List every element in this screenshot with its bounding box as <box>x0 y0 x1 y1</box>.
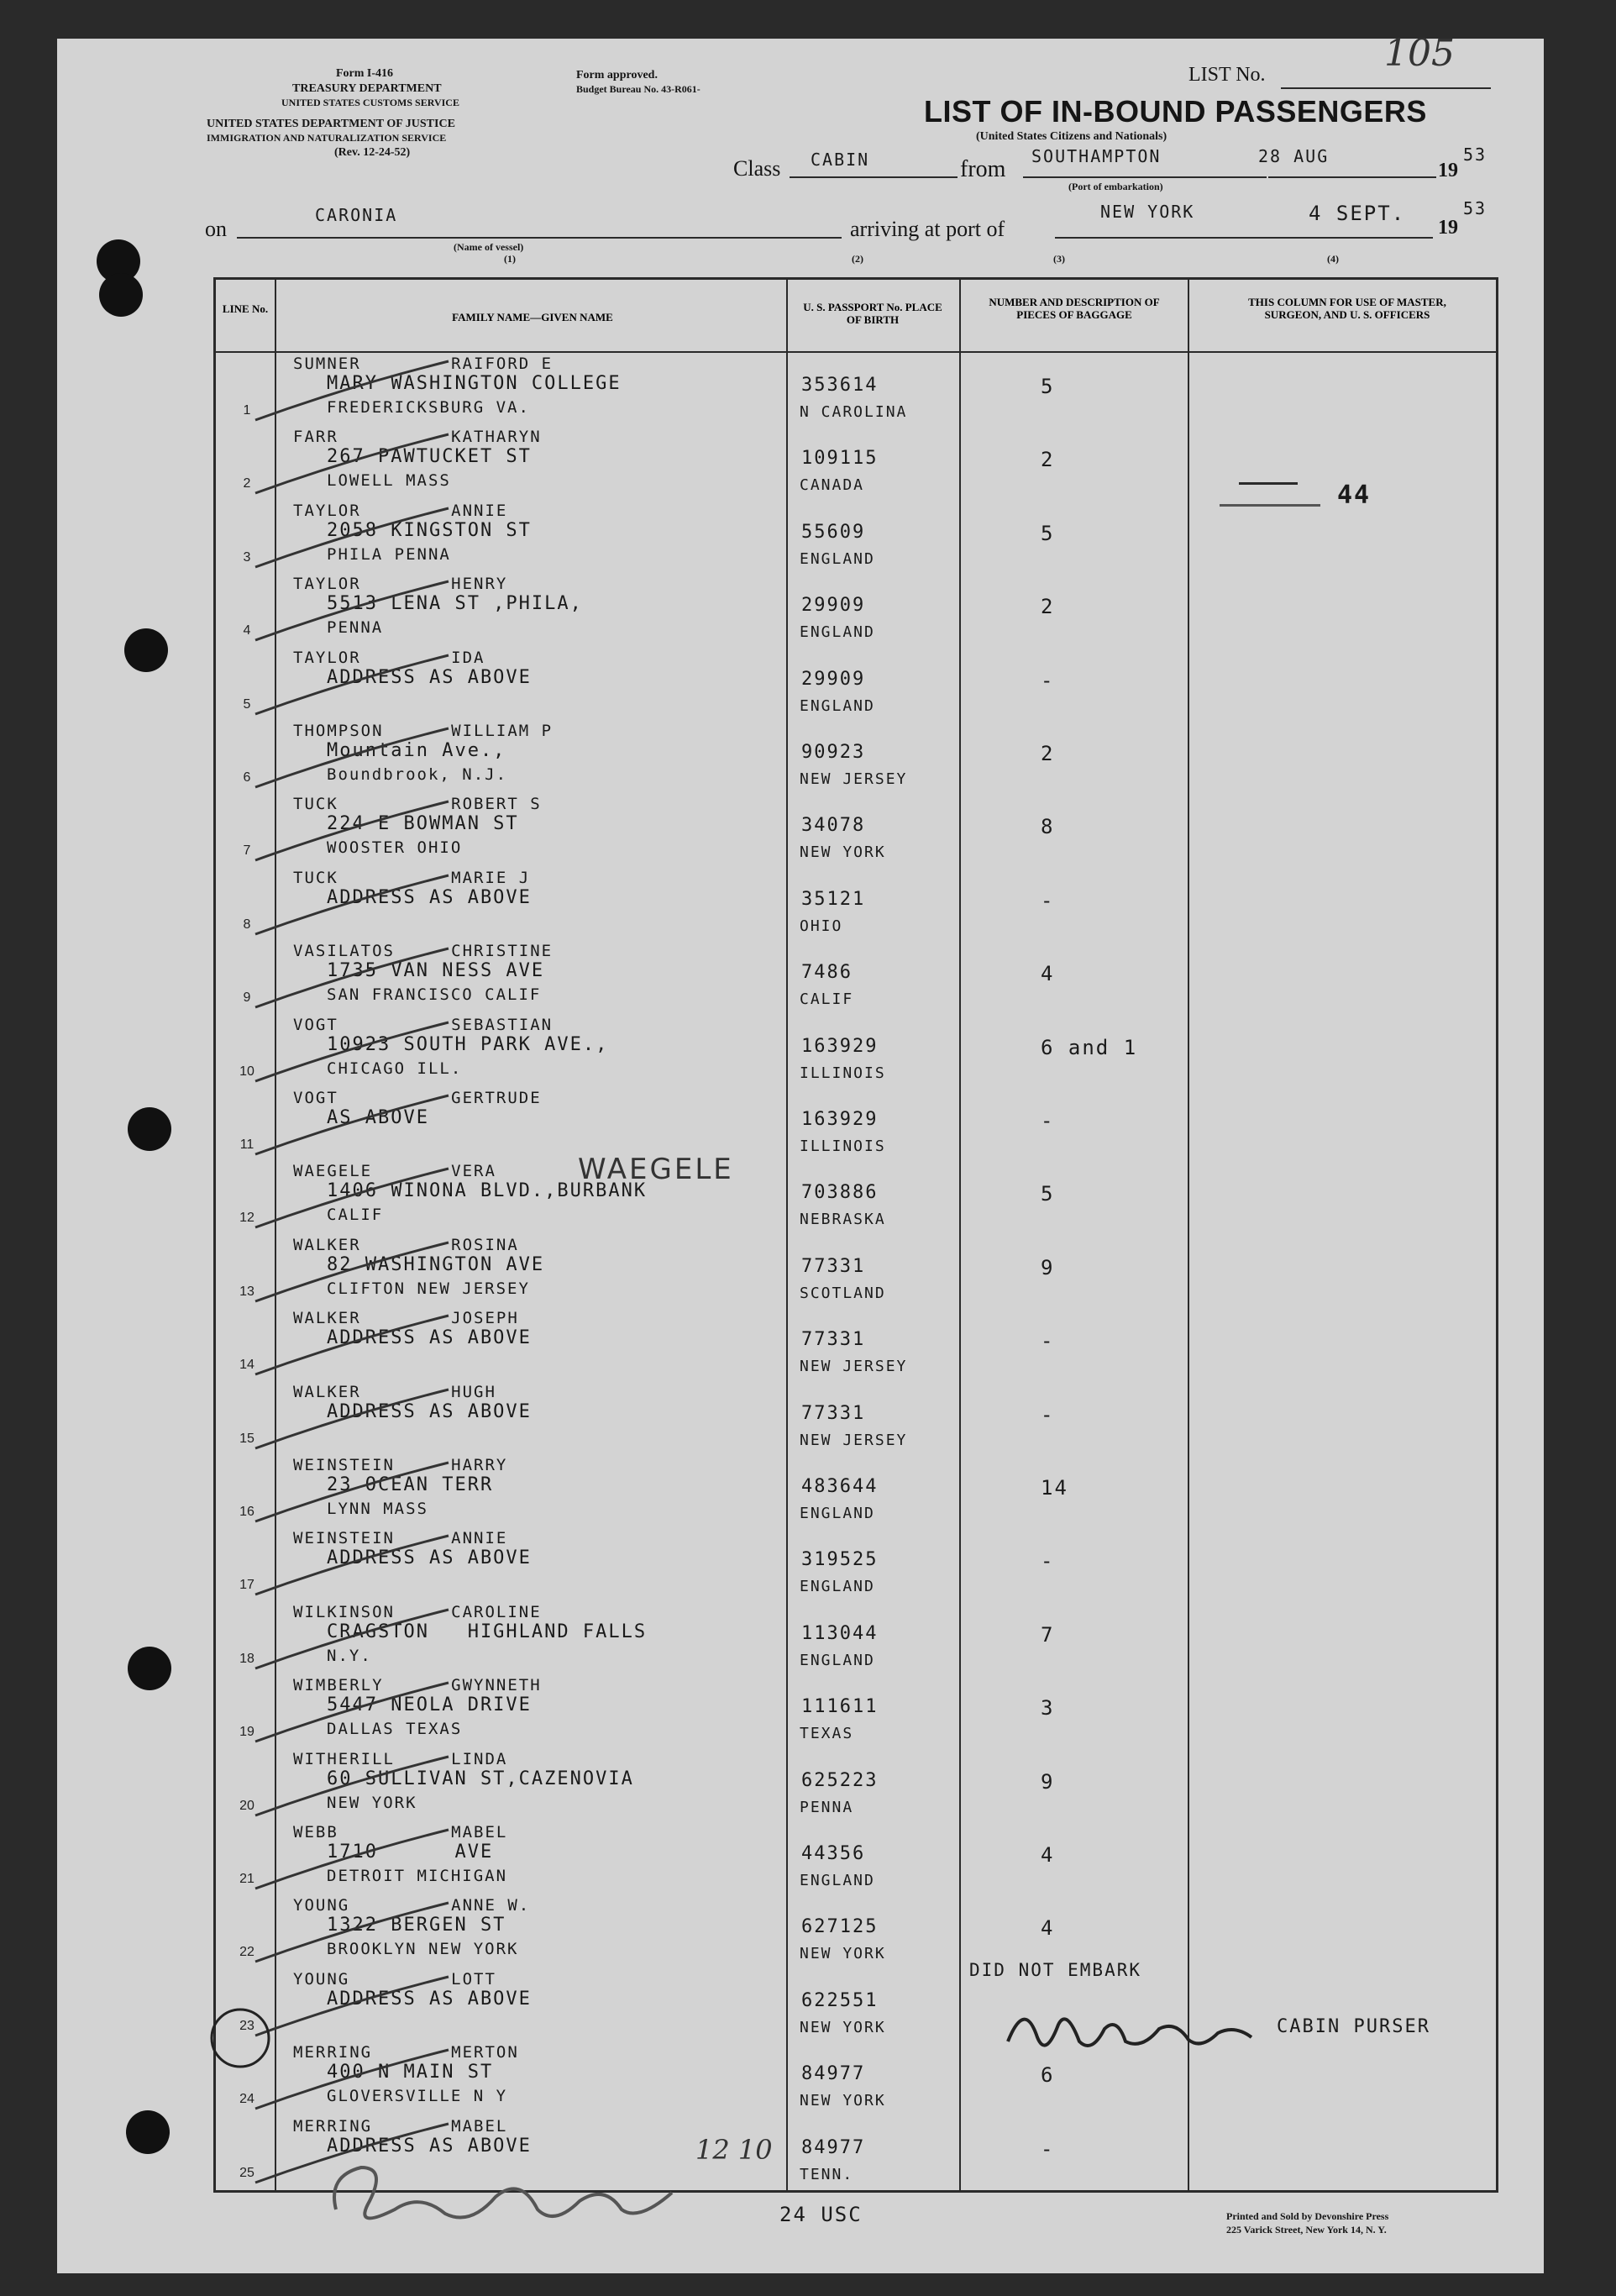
list-no-line <box>1281 87 1491 89</box>
depart-year: 53 <box>1463 144 1487 165</box>
passport-number: 109115 <box>801 448 879 470</box>
handwritten-waegele: WAEGELE <box>578 1153 734 1186</box>
place-of-birth: ENGLAND <box>800 1872 875 1889</box>
address-line-1: CRAGSTON HIGHLAND FALLS <box>327 1621 648 1642</box>
passenger-name: WEINSTEIN HARRY <box>293 1456 508 1474</box>
passport-number: 7486 <box>801 962 853 984</box>
arrive-year: 53 <box>1463 198 1487 218</box>
table-row <box>213 1748 1498 1821</box>
check-mark <box>247 940 465 1016</box>
check-mark <box>247 867 465 943</box>
passenger-name: VOGT SEBASTIAN <box>293 1015 554 1034</box>
from-label: from <box>960 156 1006 182</box>
address-line-1: 267 PAWTUCKET ST <box>327 446 532 468</box>
place-of-birth: PENNA <box>800 1798 854 1816</box>
table-row <box>213 1527 1498 1600</box>
passenger-name: FARR KATHARYN <box>293 428 542 447</box>
address-line-1: ADDRESS AS ABOVE <box>327 1988 532 2010</box>
vessel-caption: (Name of vessel) <box>454 241 524 253</box>
address-line-2: SAN FRANCISCO CALIF <box>327 985 542 1005</box>
address-line-1: 23 OCEAN TERR <box>327 1474 494 1495</box>
place-of-birth: ILLINOIS <box>800 1064 886 1082</box>
check-mark <box>247 2041 465 2117</box>
passenger-name: WILKINSON CAROLINE <box>293 1602 542 1621</box>
baggage-count: - <box>1041 1109 1055 1132</box>
passport-number: 163929 <box>801 1035 879 1057</box>
justice-dept: UNITED STATES DEPARTMENT OF JUSTICE <box>207 118 455 130</box>
line-number: 2 <box>243 476 251 491</box>
usc-stamp: 24 USC <box>779 2203 863 2226</box>
line-number: 6 <box>243 770 251 785</box>
arrive-date: 4 SEPT. <box>1309 202 1406 225</box>
address-line-2: CLIFTON NEW JERSEY <box>327 1279 530 1298</box>
place-of-birth: OHIO <box>800 917 843 935</box>
col-officers: THIS COLUMN FOR USE OF MASTER, SURGEON, AND U. S. OFFICERS <box>1248 296 1446 321</box>
place-of-birth: N CAROLINA <box>800 403 908 421</box>
table-row <box>213 793 1498 866</box>
table-row <box>213 1674 1498 1747</box>
from-line <box>1023 176 1267 178</box>
line-number: 24 <box>239 2092 254 2107</box>
passport-number: 622551 <box>801 1989 879 2011</box>
passport-number: 29909 <box>801 668 866 690</box>
passenger-name: TAYLOR ANNIE <box>293 501 508 520</box>
table-row <box>213 573 1498 646</box>
col1-number: (1) <box>504 253 516 265</box>
check-mark <box>247 1014 465 1090</box>
baggage-count: 9 <box>1041 1769 1055 1794</box>
passenger-name: WALKER JOSEPH <box>293 1309 519 1328</box>
form-approved: Form approved. <box>576 69 658 81</box>
line-number: 3 <box>243 549 251 565</box>
treasury-dept: TREASURY DEPARTMENT <box>292 82 442 95</box>
line-number: 9 <box>243 990 251 1006</box>
line-number: 22 <box>239 1945 254 1960</box>
address-line-1: 1406 WINONA BLVD.,BURBANK <box>327 1180 648 1202</box>
line-number: 25 <box>239 2165 254 2180</box>
passenger-name: VOGT GERTRUDE <box>293 1089 542 1107</box>
check-mark <box>247 1894 465 1970</box>
passport-number: 113044 <box>801 1622 879 1644</box>
baggage-count: - <box>1041 2136 1055 2161</box>
baggage-count: 6 and 1 <box>1041 1035 1138 1059</box>
baggage-count: 3 <box>1041 1696 1055 1721</box>
place-of-birth: ENGLAND <box>800 1505 875 1522</box>
check-mark <box>247 720 465 796</box>
passport-number: 77331 <box>801 1329 866 1351</box>
document-subtitle: (United States Citizens and Nationals) <box>976 130 1167 143</box>
passport-number: 77331 <box>801 1402 866 1424</box>
address-line-2: NEW YORK <box>327 1793 417 1812</box>
passenger-name: YOUNG LOTT <box>293 1969 496 1989</box>
purser-signature <box>1000 1991 1277 2067</box>
line-number: 17 <box>239 1578 254 1593</box>
punch-hole <box>99 273 143 317</box>
check-mark <box>247 1527 465 1603</box>
address-line-1: 224 E BOWMAN ST <box>327 813 519 835</box>
check-mark <box>247 1087 465 1163</box>
passport-number: 84977 <box>801 2063 866 2085</box>
place-of-birth: NEBRASKA <box>800 1211 886 1229</box>
check-mark <box>247 793 465 869</box>
address-line-2: FREDERICKSBURG VA. <box>327 398 530 417</box>
place-of-birth: ENGLAND <box>800 696 875 715</box>
circled-line-23 <box>207 2004 274 2072</box>
passenger-name: WEINSTEIN ANNIE <box>293 1529 508 1548</box>
passenger-name: WIMBERLY GWYNNETH <box>293 1676 542 1695</box>
address-line-1: 5513 LENA ST ,PHILA, <box>327 593 583 615</box>
check-mark <box>247 1748 465 1824</box>
passport-number: 483644 <box>801 1476 879 1497</box>
officer-mark-dash <box>1220 504 1320 507</box>
place-of-birth: NEW YORK <box>800 843 886 862</box>
address-line-2: LOWELL MASS <box>327 471 451 491</box>
address-line-2: WOOSTER OHIO <box>327 838 463 858</box>
baggage-count: - <box>1041 1549 1055 1574</box>
passport-number: 625223 <box>801 1769 879 1791</box>
col-family-name: FAMILY NAME—GIVEN NAME <box>452 311 613 323</box>
line-number: 15 <box>239 1431 254 1446</box>
baggage-count: - <box>1041 668 1055 692</box>
address-line-1: ADDRESS AS ABOVE <box>327 886 532 908</box>
printer-line-1: Printed and Sold by Devonshire Press <box>1226 2210 1389 2222</box>
baggage-count: 14 <box>1041 1476 1068 1500</box>
baggage-count: 8 <box>1041 815 1055 839</box>
place-of-birth: ENGLAND <box>800 549 875 568</box>
baggage-count: 9 <box>1041 1255 1055 1279</box>
address-line-1: 82 WASHINGTON AVE <box>327 1253 545 1275</box>
passenger-name: WITHERILL LINDA <box>293 1749 508 1768</box>
place-of-birth: NEW JERSEY <box>800 1431 908 1449</box>
check-mark <box>247 1381 465 1457</box>
punch-hole <box>124 628 168 672</box>
address-line-2: DALLAS TEXAS <box>327 1720 463 1739</box>
check-mark <box>247 1234 465 1310</box>
address-line-1: Mountain Ave., <box>327 740 506 761</box>
passport-number: 77331 <box>801 1255 866 1277</box>
baggage-count: 5 <box>1041 521 1055 545</box>
baggage-count: - <box>1041 1402 1055 1426</box>
line-number: 20 <box>239 1798 254 1813</box>
passport-number: 35121 <box>801 888 866 910</box>
line-number: 8 <box>243 917 251 932</box>
address-line-1: ADDRESS AS ABOVE <box>327 1547 532 1569</box>
line-number: 21 <box>239 1872 254 1886</box>
passport-number: 353614 <box>801 375 879 396</box>
check-mark <box>247 1454 465 1530</box>
passport-number: 111611 <box>801 1696 879 1718</box>
place-of-birth: NEW JERSEY <box>800 770 908 788</box>
table-row <box>213 867 1498 940</box>
list-no-label: LIST No. <box>1188 64 1266 86</box>
form-revision: (Rev. 12-24-52) <box>334 146 411 159</box>
place-of-birth: CANADA <box>800 476 865 495</box>
baggage-count: 5 <box>1041 1182 1055 1206</box>
table-row <box>213 940 1498 1013</box>
place-of-birth: ENGLAND <box>800 1578 875 1596</box>
baggage-count: 4 <box>1041 1916 1055 1941</box>
passport-number: 319525 <box>801 1549 879 1571</box>
table-row <box>213 500 1498 573</box>
table-row <box>213 1821 1498 1894</box>
address-line-2: CALIF <box>327 1206 384 1225</box>
line-number: 1 <box>243 403 251 418</box>
table-row <box>213 2041 1498 2115</box>
line-number: 23 <box>239 2018 254 2033</box>
passport-number: 55609 <box>801 521 866 543</box>
address-line-2: BROOKLYN NEW YORK <box>327 1940 519 1959</box>
col4-number: (4) <box>1327 253 1339 265</box>
cabin-purser: CABIN PURSER <box>1277 2016 1430 2037</box>
baggage-count: - <box>1041 888 1055 912</box>
address-line-1: ADDRESS AS ABOVE <box>327 2135 532 2157</box>
col2-number: (2) <box>852 253 863 265</box>
on-label: on <box>205 217 227 241</box>
place-of-birth: CALIF <box>800 990 854 1009</box>
passport-number: 90923 <box>801 742 866 763</box>
place-of-birth: NEW YORK <box>800 2018 886 2036</box>
depart-year-prefix: 19 <box>1438 160 1458 181</box>
class-value: CABIN <box>811 150 870 170</box>
address-line-2: DETROIT MICHIGAN <box>327 1867 508 1885</box>
arrive-year-prefix: 19 <box>1438 217 1458 239</box>
table-row <box>213 1234 1498 1307</box>
line-number: 14 <box>239 1358 254 1373</box>
passport-number: 84977 <box>801 2136 866 2158</box>
place-of-birth: TENN. <box>800 2165 854 2183</box>
check-mark <box>247 1674 465 1750</box>
punch-hole <box>126 2110 170 2154</box>
passenger-name: MERRING MABEL <box>293 2116 508 2136</box>
address-line-2: Boundbrook, N.J. <box>327 765 508 784</box>
address-line-1: MARY WASHINGTON COLLEGE <box>327 373 622 394</box>
line-number: 19 <box>239 1725 254 1740</box>
table-row <box>213 1307 1498 1380</box>
baggage-count: 4 <box>1041 962 1055 986</box>
line-number: 11 <box>239 1137 254 1152</box>
passport-number: 163929 <box>801 1109 879 1130</box>
baggage-count: - <box>1041 1329 1055 1353</box>
place-of-birth: SCOTLAND <box>800 1284 886 1302</box>
line-number: 18 <box>239 1651 254 1666</box>
stamp-date: 12 10 <box>695 2134 773 2166</box>
baggage-count: 2 <box>1041 595 1055 619</box>
officer-mark-dash <box>1239 482 1298 485</box>
table-row <box>213 426 1498 499</box>
passenger-name: TAYLOR IDA <box>293 648 485 667</box>
address-line-1: ADDRESS AS ABOVE <box>327 666 532 688</box>
place-of-birth: NEW JERSEY <box>800 1358 908 1376</box>
address-line-2: PENNA <box>327 618 384 638</box>
passport-number: 703886 <box>801 1182 879 1204</box>
passenger-name: YOUNG ANNE W. <box>293 1896 531 1915</box>
immigration-service: IMMIGRATION AND NATURALIZATION SERVICE <box>207 132 447 144</box>
punch-hole <box>128 1647 171 1690</box>
line-number: 5 <box>243 696 251 712</box>
passport-number: 34078 <box>801 815 866 837</box>
punch-hole <box>128 1107 171 1151</box>
class-label: Class <box>733 156 781 181</box>
passenger-name: THOMPSON WILLIAM P <box>293 722 554 740</box>
place-of-birth: TEXAS <box>800 1725 854 1743</box>
printer-line-2: 225 Varick Street, New York 14, N. Y. <box>1226 2224 1387 2236</box>
table-row <box>213 1601 1498 1674</box>
address-line-2: N.Y. <box>327 1646 372 1665</box>
passenger-name: MERRING MERTON <box>293 2043 519 2062</box>
document-title: LIST OF IN-BOUND PASSENGERS <box>924 94 1427 129</box>
address-line-1: 10923 SOUTH PARK AVE., <box>327 1033 609 1055</box>
table-body <box>213 353 1498 2190</box>
col-line-no: LINE No. <box>222 302 269 315</box>
line-number: 4 <box>243 623 251 638</box>
address-line-1: 1710 AVE <box>327 1842 494 1863</box>
passenger-name: WAEGELE VERA <box>293 1162 496 1181</box>
line-number: 12 <box>239 1211 254 1226</box>
check-mark <box>247 1160 465 1236</box>
baggage-count: 4 <box>1041 1843 1055 1867</box>
passenger-name: TAYLOR HENRY <box>293 575 508 594</box>
address-line-1: 2058 KINGSTON ST <box>327 519 532 541</box>
check-mark <box>247 426 465 502</box>
vessel-line <box>237 237 842 239</box>
col-baggage: NUMBER AND DESCRIPTION OF PIECES OF BAGGAGE <box>989 296 1160 321</box>
passport-number: 44356 <box>801 1843 866 1864</box>
port-embark-caption: (Port of embarkation) <box>1068 181 1163 192</box>
line-number: 16 <box>239 1505 254 1519</box>
baggage-count: 5 <box>1041 375 1055 398</box>
place-of-birth: ILLINOIS <box>800 1137 886 1155</box>
vessel-name: CARONIA <box>315 205 398 225</box>
address-line-2: CHICAGO ILL. <box>327 1059 463 1078</box>
col3-number: (3) <box>1053 253 1065 265</box>
table-row <box>213 1381 1498 1454</box>
passenger-table <box>213 277 1498 2193</box>
table-row <box>213 1014 1498 1087</box>
baggage-count: DID NOT EMBARK <box>969 1959 1142 1980</box>
passenger-name: WALKER HUGH <box>293 1382 496 1401</box>
table-row <box>213 1894 1498 1968</box>
address-line-1: ADDRESS AS ABOVE <box>327 1327 532 1349</box>
table-row <box>213 647 1498 720</box>
place-of-birth: ENGLAND <box>800 1651 875 1669</box>
embark-port: SOUTHAMPTON <box>1031 146 1162 166</box>
table-row <box>213 1454 1498 1527</box>
passport-number: 627125 <box>801 1916 879 1938</box>
baggage-count: 2 <box>1041 448 1055 472</box>
check-mark <box>247 1601 465 1677</box>
passenger-name: WEBB MABEL <box>293 1823 508 1842</box>
table-row <box>213 1087 1498 1160</box>
budget-bureau: Budget Bureau No. 43-R061- <box>576 83 700 95</box>
check-mark <box>247 1307 465 1383</box>
arrive-port-line <box>1055 237 1433 239</box>
place-of-birth: NEW YORK <box>800 1945 886 1963</box>
check-mark <box>247 1968 465 2044</box>
page-number: 105 <box>1384 32 1455 75</box>
line-number: 10 <box>239 1064 254 1079</box>
arrive-port: NEW YORK <box>1100 202 1195 222</box>
customs-service: UNITED STATES CUSTOMS SERVICE <box>281 97 459 108</box>
place-of-birth: NEW YORK <box>800 2092 886 2110</box>
arriving-label: arriving at port of <box>850 217 1005 241</box>
check-mark <box>247 573 465 649</box>
passenger-name: VASILATOS CHRISTINE <box>293 942 554 961</box>
check-mark <box>247 647 465 722</box>
check-mark <box>247 500 465 575</box>
line-number: 7 <box>243 843 251 859</box>
check-mark <box>247 1821 465 1897</box>
address-line-2: GLOVERSVILLE N Y <box>327 2087 508 2106</box>
address-line-1: ADDRESS AS ABOVE <box>327 1400 532 1422</box>
passenger-name: TUCK MARIE J <box>293 868 531 887</box>
place-of-birth: ENGLAND <box>800 623 875 642</box>
form-number: Form I-416 <box>336 67 394 80</box>
depart-date-line <box>1268 176 1436 178</box>
check-mark <box>247 353 465 428</box>
class-line <box>790 176 958 178</box>
passenger-name: WALKER ROSINA <box>293 1235 519 1254</box>
officer-mark: 44 <box>1337 481 1372 510</box>
passenger-name: TUCK ROBERT S <box>293 795 542 814</box>
passenger-name: SUMNER RAIFORD E <box>293 355 554 373</box>
address-line-2: LYNN MASS <box>327 1500 428 1518</box>
baggage-count: 6 <box>1041 2063 1055 2088</box>
table-row <box>213 1160 1498 1233</box>
address-line-1: 400 N MAIN ST <box>327 2062 494 2083</box>
table-row <box>213 353 1498 426</box>
address-line-1: 60 SULLIVAN ST,CAZENOVIA <box>327 1768 634 1789</box>
address-line-1: AS ABOVE <box>327 1107 429 1128</box>
baggage-count: 2 <box>1041 742 1055 765</box>
official-signature <box>319 2151 689 2243</box>
col-passport: U. S. PASSPORT No. PLACE OF BIRTH <box>803 301 942 326</box>
depart-date: 28 AUG <box>1258 146 1330 166</box>
line-number: 13 <box>239 1284 254 1299</box>
address-line-1: 5447 NEOLA DRIVE <box>327 1694 532 1716</box>
table-row <box>213 720 1498 793</box>
address-line-1: 1735 VAN NESS AVE <box>327 960 545 982</box>
passport-number: 29909 <box>801 595 866 617</box>
address-line-1: 1322 BERGEN ST <box>327 1915 506 1936</box>
baggage-count: 7 <box>1041 1622 1055 1647</box>
address-line-2: PHILA PENNA <box>327 544 451 564</box>
